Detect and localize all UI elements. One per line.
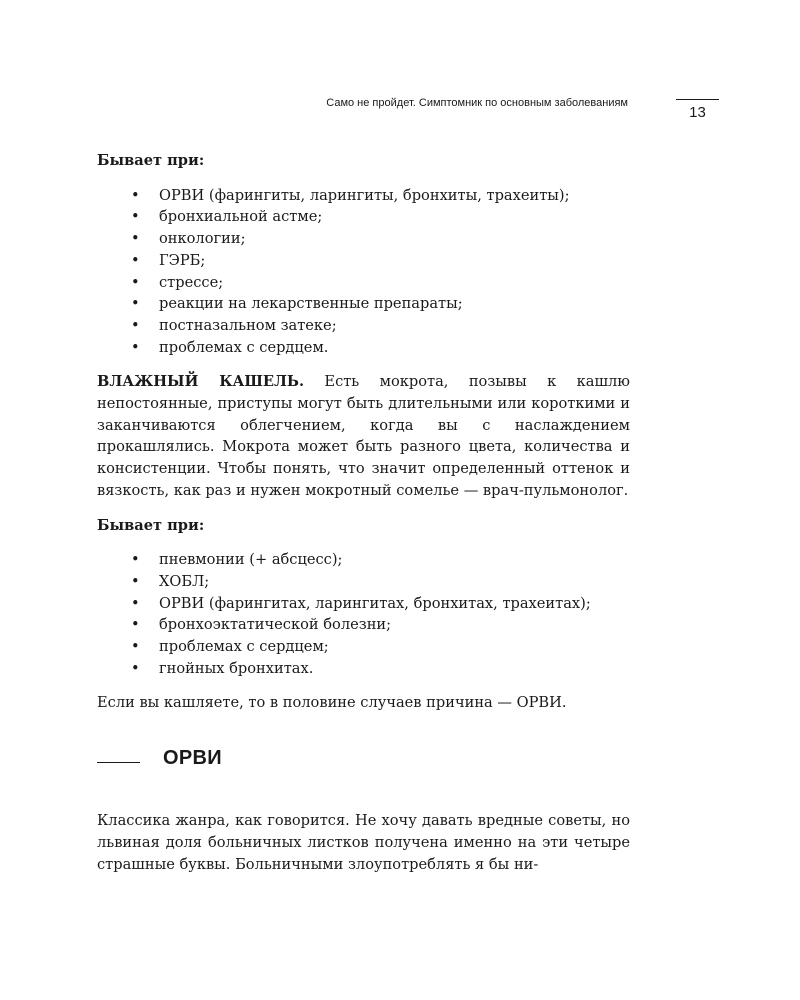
page-number-rule	[676, 99, 719, 100]
page-body	[97, 150, 630, 888]
list-item: • ГЭРБ;	[131, 250, 630, 272]
wet-cough-causes-heading: Бывает при:	[97, 516, 205, 534]
list-item: • ОРВИ (фарингиты, ларингиты, бронхиты, трахеиты);	[131, 185, 630, 207]
list-item: • ОРВИ (фарингитах, ларингитах, бронхитах, трахеитах);	[131, 593, 630, 615]
wet-cough-paragraph	[97, 371, 630, 501]
list-item: • ХОБЛ;	[131, 571, 630, 593]
wet-cough-causes-list	[97, 549, 630, 679]
page-number: 13	[689, 104, 706, 121]
wet-cough-text: Есть мокрота, позывы к кашлю непостоянные, приступы могут быть длительными или короткими и заканчиваются облегчением, когда вы с наслаждением прокашлялись. Мокрота может быть разного цвета, количества и консистенции. Чтобы понять, что значит определенный оттенок и вязкость, как раз и нужен мокротный сомелье — врач-пульмонолог.	[97, 373, 630, 499]
section-rule	[97, 762, 140, 763]
list-item: • проблемах с сердцем.	[131, 337, 630, 359]
summary-paragraph: Если вы кашляете, то в половине случаев причина — ОРВИ.	[97, 694, 567, 712]
list-item: • проблемах с сердцем;	[131, 636, 630, 658]
list-item: • стрессе;	[131, 272, 630, 294]
dry-cough-causes-list	[97, 185, 630, 359]
list-item: • бронхоэктатической болезни;	[131, 614, 630, 636]
list-item: • постназальном затеке;	[131, 315, 630, 337]
running-header: Само не пройдет. Симптомник по основным заболеваниям	[326, 97, 628, 109]
dry-cough-causes-heading: Бывает при:	[97, 152, 205, 169]
section-heading	[97, 748, 630, 788]
section-title: ОРВИ	[163, 747, 222, 770]
list-item: • пневмонии (+ абсцесс);	[131, 549, 630, 571]
list-item: • бронхиальной астме;	[131, 206, 630, 228]
list-item: • гнойных бронхитах.	[131, 658, 630, 680]
list-item: • реакции на лекарственные препараты;	[131, 293, 630, 315]
wet-cough-lead: ВЛАЖНЫЙ КАШЕЛЬ.	[97, 373, 305, 391]
section-intro-paragraph: Классика жанра, как говорится. Не хочу давать вредные советы, но львиная доля больничных листков получена именно на эти четыре страшные буквы. Больничными злоупотреблять я бы ни-	[97, 812, 630, 873]
list-item: • онкологии;	[131, 228, 630, 250]
